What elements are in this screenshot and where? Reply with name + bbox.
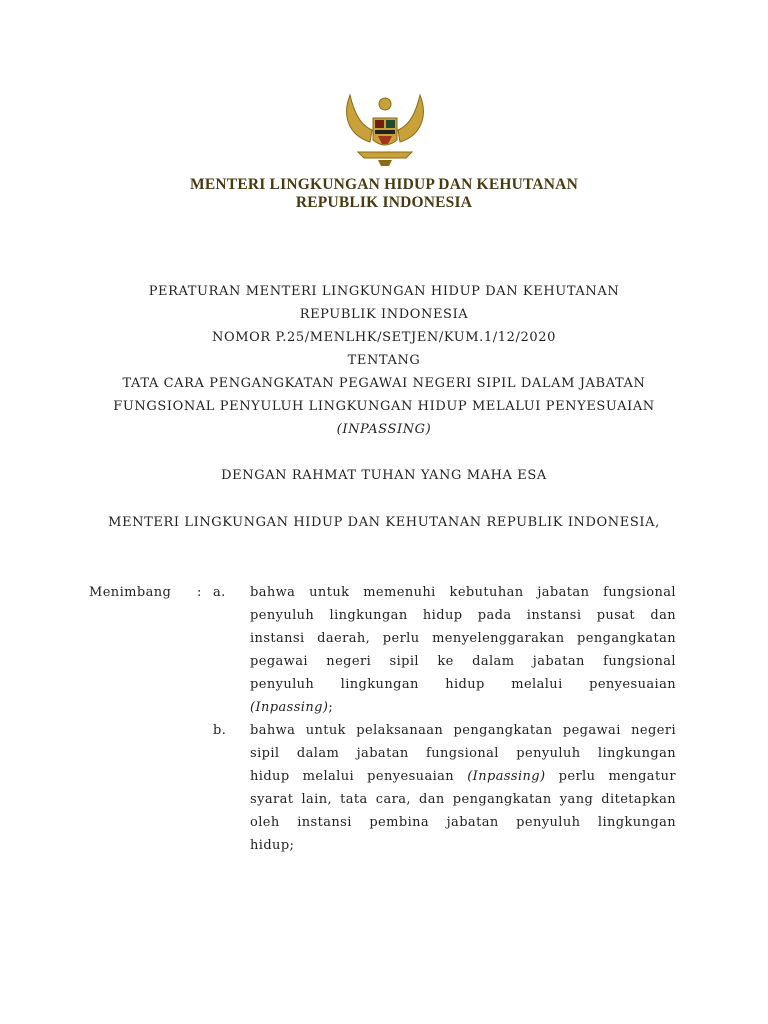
letterhead-line-1: MENTERI LINGKUNGAN HIDUP DAN KEHUTANAN	[190, 176, 578, 193]
item-b-line: hidup;	[250, 838, 295, 853]
item-a-line: penyuluh lingkungan hidup melalui penyesuaian	[250, 677, 676, 692]
item-a-line: bahwa untuk memenuhi kebutuhan jabatan fungsional	[250, 585, 676, 600]
subject-line-3: (INPASSING)	[336, 422, 432, 437]
item-b-line: bahwa untuk pelaksanaan pengangkatan pegawai negeri	[250, 723, 676, 738]
item-b-marker: b.	[213, 723, 227, 738]
item-b-text: perlu mengatur	[558, 769, 676, 784]
item-a-line: instansi daerah, perlu menyelenggarakan pengangkatan	[250, 631, 676, 646]
title-line-2: REPUBLIK INDONESIA	[299, 307, 469, 322]
item-b-line: oleh instansi pembina jabatan penyuluh lingkungan	[250, 815, 676, 830]
regulation-number: NOMOR P.25/MENLHK/SETJEN/KUM.1/12/2020	[212, 330, 556, 345]
garuda-emblem-icon	[340, 90, 430, 170]
inpassing-term: (Inpassing)	[467, 769, 546, 784]
tentang: TENTANG	[347, 353, 421, 368]
item-b-text: hidup melalui penyesuaian	[250, 769, 455, 784]
subject-line-2: FUNGSIONAL PENYULUH LINGKUNGAN HIDUP MELALUI PENYESUAIAN	[113, 399, 655, 414]
item-a-line: pegawai negeri sipil ke dalam jabatan fungsional	[250, 654, 676, 669]
menimbang-colon: :	[197, 585, 202, 600]
item-a-tail: ;	[328, 700, 334, 715]
subject-line-1: TATA CARA PENGANGKATAN PEGAWAI NEGERI SIPIL DALAM JABATAN	[122, 376, 646, 391]
menimbang-label: Menimbang	[89, 585, 172, 600]
rahmat-line: DENGAN RAHMAT TUHAN YANG MAHA ESA	[221, 468, 547, 483]
item-a-line	[250, 700, 676, 715]
item-b-line: sipil dalam jabatan fungsional penyuluh lingkungan	[250, 746, 676, 761]
inpassing-term: (Inpassing)	[250, 700, 329, 715]
item-b-line: syarat lain, tata cara, dan pengangkatan yang ditetapkan	[250, 792, 676, 807]
minister-line: MENTERI LINGKUNGAN HIDUP DAN KEHUTANAN REPUBLIK INDONESIA,	[108, 515, 660, 530]
title-line-1: PERATURAN MENTERI LINGKUNGAN HIDUP DAN KEHUTANAN	[148, 284, 620, 299]
item-a-line: penyuluh lingkungan hidup pada instansi pusat dan	[250, 608, 676, 623]
item-a-marker: a.	[213, 585, 226, 600]
item-b-line	[250, 769, 676, 784]
letterhead-line-2: REPUBLIK INDONESIA	[295, 194, 473, 211]
